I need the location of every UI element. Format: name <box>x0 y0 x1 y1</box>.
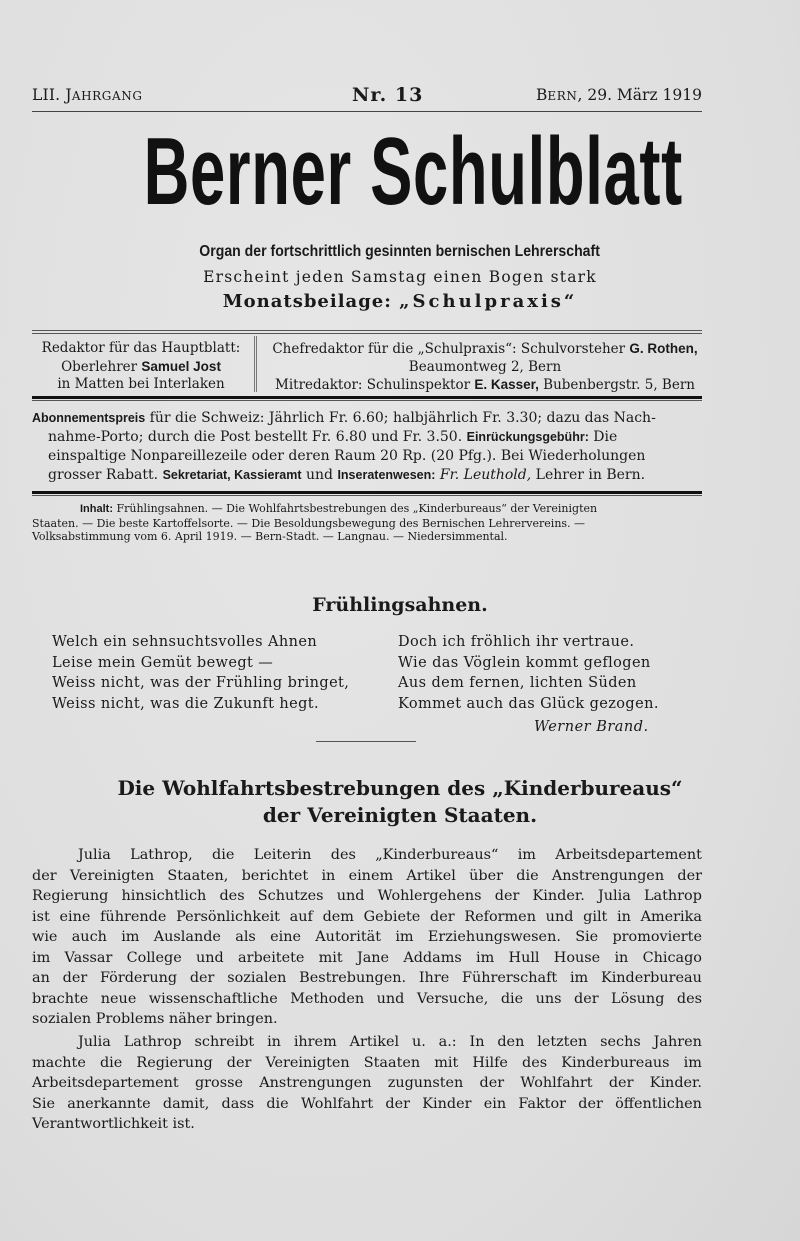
masthead-subtitle: Organ der fortschrittlich gesinnten bernischen Lehrerschaft <box>199 243 601 260</box>
issue-number: Nr. 13 <box>352 84 424 106</box>
masthead-title: Berner Schulblatt <box>143 118 683 225</box>
poem-author: Werner Brand. <box>534 719 649 735</box>
article-paragraph-1: Julia Lathrop, die Leiterin des „Kinderbureaus“ im Arbeitsdepartement der Vereinigten Staaten, berichtet in einem Artikel über die Anstrengungen der Regierung hinsichtlich des Schutzes und Wohlergehens der Kinder. Julia Lathrop ist eine führende Persönlichkeit auf dem Gebiete der Reformen und gilt in Amerika wie auch im Auslande als eine Autorität im Erziehungswesen. Sie promovierte im Vassar College und arbeitete mit Jane Addams im Hull House in Chicago an der Förderung der sozialen Bestrebungen. Ihre Führerschaft im Kinderbureau brachte neue wissenschaftliche Methoden und Versuche, die uns der Lösung des sozialen Problems näher bringen. <box>32 847 702 1027</box>
header-rule <box>32 111 702 112</box>
table-of-contents: Inhalt: Frühlingsahnen. — Die Wohlfahrtsbestrebungen des „Kinderbureaus“ der Vereinigten Staaten. — Die beste Kartoffelsorte. — Die Besoldungsbewegung des Bernischen Lehrervereins. — Volksabstimmung vom 6. April 1919. — Bern-Stadt. — Langnau. — Niedersimmental. <box>32 502 598 543</box>
article-paragraph-2: Julia Lathrop schreibt in ihrem Artikel u. a.: In den letzten sechs Jahren machte die Regierung der Vereinigten Staaten mit Hilfe des Kinderbureaus im Arbeitsdepartement grosse Anstrengungen zugunsten der Wohlfahrt der Kinder. Sie anerkannte damit, dass die Wohlfahrt der Kinder ein Faktor der öffentlichen Verantwortlichkeit ist. <box>32 1034 702 1132</box>
poem-left-stanza: Welch ein sehnsuchtsvolles Ahnen Leise mein Gemüt bewegt — Weiss nicht, was der Frühling bringet, Weiss nicht, was die Zukunft hegt. <box>52 634 350 712</box>
issue-header <box>32 84 702 108</box>
place-date: BERN, 29. März 1919 <box>536 86 702 104</box>
article-title: Die Wohlfahrtsbestrebungen des „Kinderbureaus“ der Vereinigten Staaten. <box>117 776 683 827</box>
supplement-editor-info: Chefredaktor für die „Schulpraxis“: Schulvorsteher G. Rothen, Beaumontweg 2, Bern Mitredaktor: Schulinspektor E. Kasser, Bubenbergstr. 5, Bern <box>272 341 698 393</box>
monthly-supplement: Monatsbeilage: „Schulpraxis“ <box>222 291 578 312</box>
publication-frequency: Erscheint jeden Samstag einen Bogen stark <box>203 268 597 286</box>
subscription-info: Abonnementspreis für die Schweiz: Jährlich Fr. 6.60; halbjährlich Fr. 3.30; dazu das Nach- nahme-Porto; durch die Post bestellt Fr. 6.80 und Fr. 3.50. Einrückungsgebühr: Die einspaltige Nonpareillezeile oder deren Raum 20 Rp. (20 Pfg.). Bei Wiederholungen grosser Rabatt. Sekretariat, Kassieramt und Inseratenwesen: Fr. Leuthold, Lehrer in Bern. <box>32 410 656 483</box>
section-divider <box>316 741 416 742</box>
main-editor-info: Redaktor für das Hauptblatt: Oberlehrer Samuel Jost in Matten bei Interlaken <box>41 340 241 392</box>
editor-column-divider <box>254 336 257 392</box>
poem-title: Frühlingsahnen. <box>312 594 488 616</box>
editor-box-top-rule <box>32 330 702 334</box>
editor-box-bottom-rule <box>32 396 702 401</box>
poem-right-stanza: Doch ich fröhlich ihr vertraue. Wie das Vöglein kommt geflogen Aus dem fernen, lichten Süden Kommet auch das Glück gezogen. <box>398 634 659 712</box>
subscription-bottom-rule <box>32 491 702 496</box>
volume-label: LII. JAHRGANG <box>32 86 143 104</box>
